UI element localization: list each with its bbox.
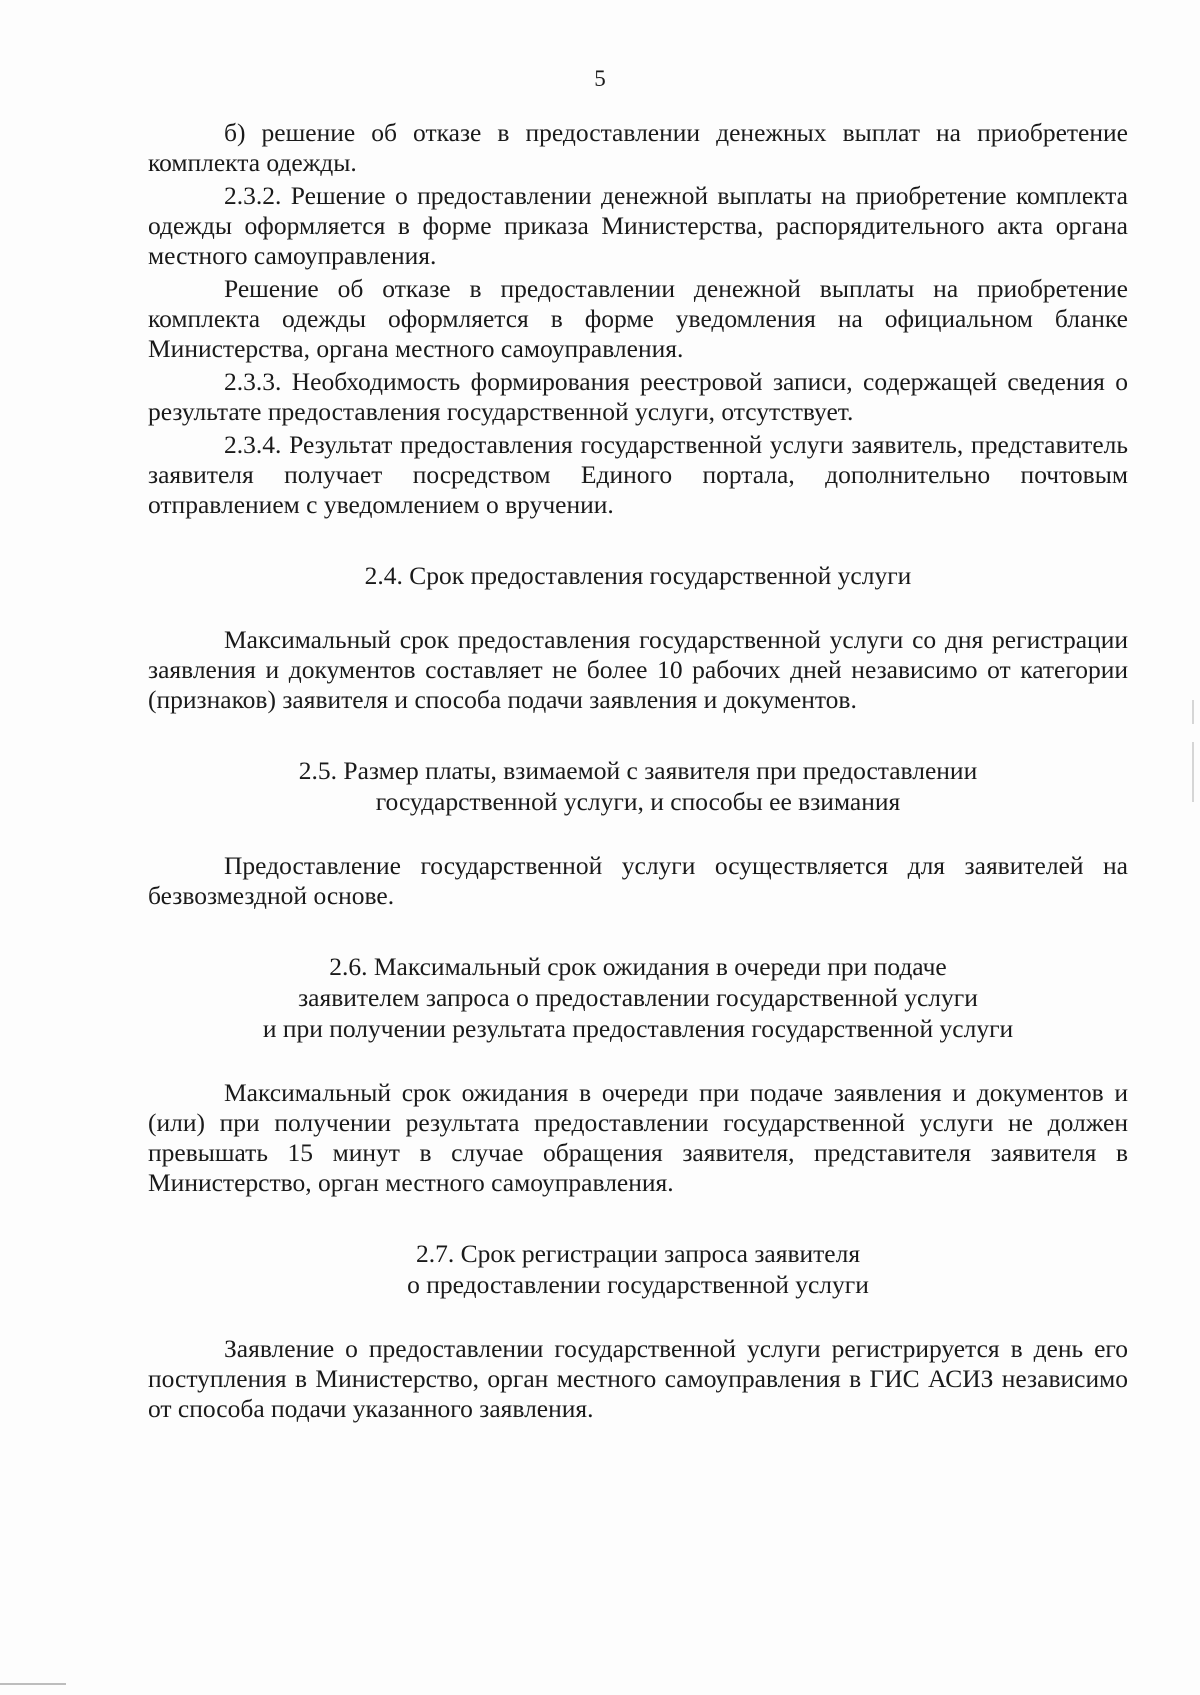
section-heading-2-6 (148, 951, 1128, 1044)
section-body-2-4: Максимальный срок предоставления государственной услуги со дня регистрации заявления и документов составляет не более 10 рабочих дней независимо от категории (признаков) заявителя и способа подачи заявления и документов. (148, 625, 1128, 714)
section-body-2-5: Предоставление государственной услуги осуществляется для заявителей на безвозмездной основе. (148, 851, 1128, 910)
section-heading-line: 2.4. Срок предоставления государственной услуги (364, 561, 912, 590)
section-heading-line: и при получении результата предоставления государственной услуги (262, 1014, 1014, 1043)
paragraph-refusal-form: Решение об отказе в предоставлении денежной выплаты на приобретение комплекта одежды оформляется в форме уведомления на официальном бланке Министерства, органа местного самоуправления. (148, 274, 1128, 363)
section-heading-line: 2.5. Размер платы, взимаемой с заявителя при предоставлении (298, 756, 978, 785)
section-heading-line: заявителем запроса о предоставлении государственной услуги (298, 983, 978, 1012)
section-heading-line: 2.6. Максимальный срок ожидания в очереди при подаче (329, 952, 947, 981)
section-heading-line: о предоставлении государственной услуги (407, 1270, 869, 1299)
section-body-2-7: Заявление о предоставлении государственной услуги регистрируется в день его поступления в Министерство, орган местного самоуправления в ГИС АСИЗ независимо от способа подачи указанного заявления. (148, 1334, 1128, 1423)
section-heading-2-5 (148, 755, 1128, 817)
paragraph-2-3-4: 2.3.4. Результат предоставления государственной услуги заявитель, представитель заявителя получает посредством Единого портала, дополнительно почтовым отправлением с уведомлением о вручении. (148, 430, 1128, 519)
scan-edge-mark (1192, 700, 1194, 724)
section-heading-2-7 (148, 1238, 1128, 1300)
paragraph-2-3-2: 2.3.2. Решение о предоставлении денежной выплаты на приобретение комплекта одежды оформляется в форме приказа Министерства, распорядительного акта органа местного самоуправления. (148, 181, 1128, 270)
page-number: 5 (594, 66, 606, 91)
document-body (148, 118, 1128, 1424)
scan-edge-mark (1192, 742, 1194, 802)
section-heading-2-4 (148, 560, 1128, 591)
paragraph-2-3-3: 2.3.3. Необходимость формирования реестровой записи, содержащей сведения о результате предоставления государственной услуги, отсутствует. (148, 367, 1128, 426)
scan-edge-mark (0, 1683, 66, 1685)
section-heading-line: государственной услуги, и способы ее взимания (375, 787, 901, 816)
paragraph-2-3-1b: б) решение об отказе в предоставлении денежных выплат на приобретение комплекта одежды. (148, 118, 1128, 177)
section-body-2-6: Максимальный срок ожидания в очереди при подаче заявления и документов и (или) при получении результата предоставлении государственной услуги не должен превышать 15 минут в случае обращения заявителя, представителя заявителя в Министерство, орган местного самоуправления. (148, 1078, 1128, 1197)
section-heading-line: 2.7. Срок регистрации запроса заявителя (415, 1239, 861, 1268)
